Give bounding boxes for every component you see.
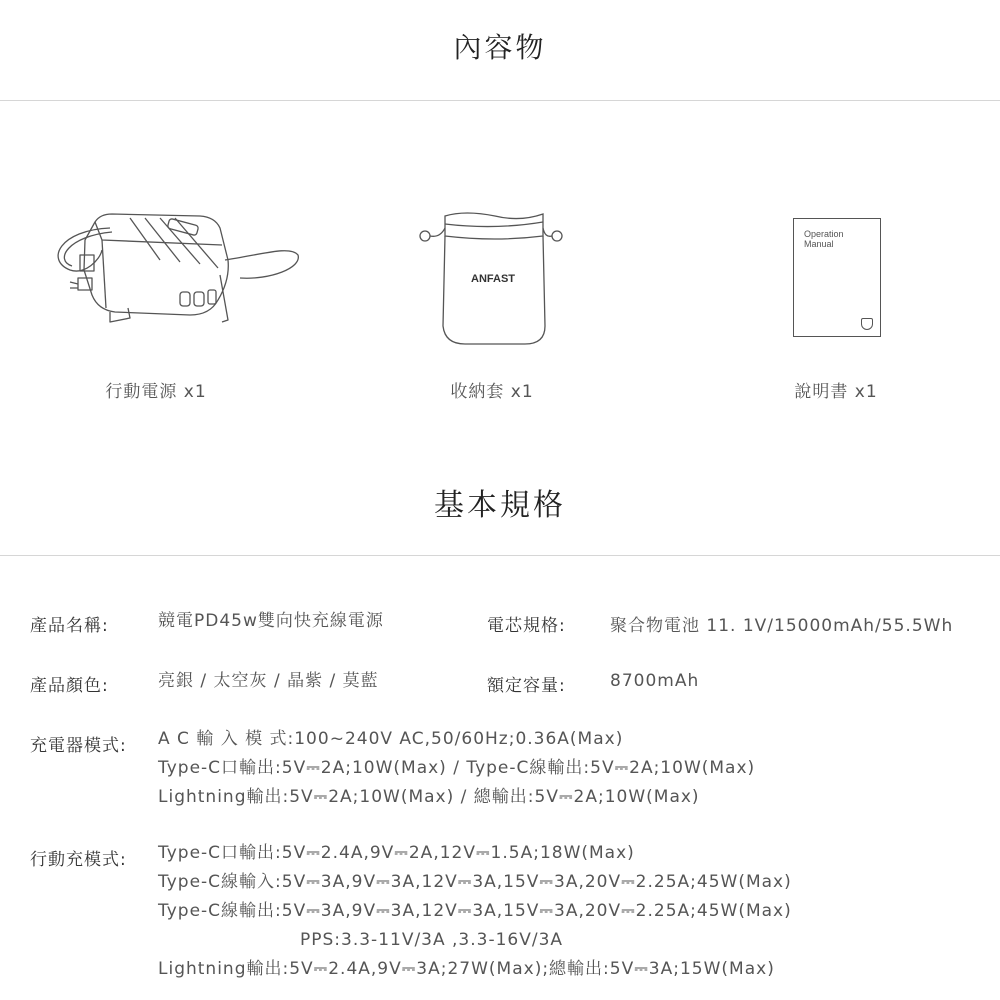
mobile-line: Type-C口輸出:5V⎓2.4A,9V⎓2A,12V⎓1.5A;18W(Max) [158,843,635,863]
contents-title: 內容物 [453,31,547,64]
label-product-name: 產品名稱: [30,616,109,636]
label-cell-spec: 電芯規格: [487,616,566,636]
label-mobile-mode: 行動充模式: [30,850,127,870]
manual-image [793,218,881,337]
label-charger-mode: 充電器模式: [30,736,127,756]
mobile-line: Lightning輸出:5V⎓2.4A,9V⎓3A;27W(Max);總輸出:5V⎓3A;15W(Max) [158,959,775,979]
value-product-color: 亮銀 / 太空灰 / 晶紫 / 莫藍 [158,671,379,691]
caption-power-bank: 行動電源 x1 [105,382,207,402]
charger-line: Type-C口輸出:5V⎓2A;10W(Max) / Type-C線輸出:5V⎓2A;10W(Max) [158,758,756,778]
charger-line: A C 輸 入 模 式:100~240V AC,50/60Hz;0.36A(Max) [158,729,624,749]
pouch-image [415,206,585,351]
divider [0,100,1000,101]
mobile-line: Type-C線輸出:5V⎓3A,9V⎓3A,12V⎓3A,15V⎓3A,20V⎓2.25A;45W(Max) [158,901,792,921]
mobile-line: Type-C線輸入:5V⎓3A,9V⎓3A,12V⎓3A,15V⎓3A,20V⎓2.25A;45W(Max) [158,872,792,892]
value-cell-spec: 聚合物電池 11. 1V/15000mAh/55.5Wh [610,616,954,636]
manual-title-1: Operation [804,229,844,239]
value-mobile-mode [158,839,792,984]
specs-title: 基本規格 [434,488,566,523]
charger-line: Lightning輸出:5V⎓2A;10W(Max) / 總輸出:5V⎓2A;10W(Max) [158,787,700,807]
value-product-name: 競電PD45w雙向快充線電源 [158,611,384,631]
shield-icon [861,318,873,330]
value-charger-mode [158,725,755,812]
divider [0,555,1000,556]
caption-pouch: 收納套 x1 [450,382,534,402]
value-capacity: 8700mAh [610,671,700,691]
label-capacity: 額定容量: [487,676,566,696]
manual-title-2: Manual [804,239,834,249]
mobile-pps-line: PPS:3.3-11V/3A ,3.3-16V/3A [300,930,564,950]
label-product-color: 產品顏色: [30,676,109,696]
pouch-brand: ANFAST [471,273,515,285]
caption-manual: 說明書 x1 [794,382,878,402]
power-bank-image [40,200,310,330]
